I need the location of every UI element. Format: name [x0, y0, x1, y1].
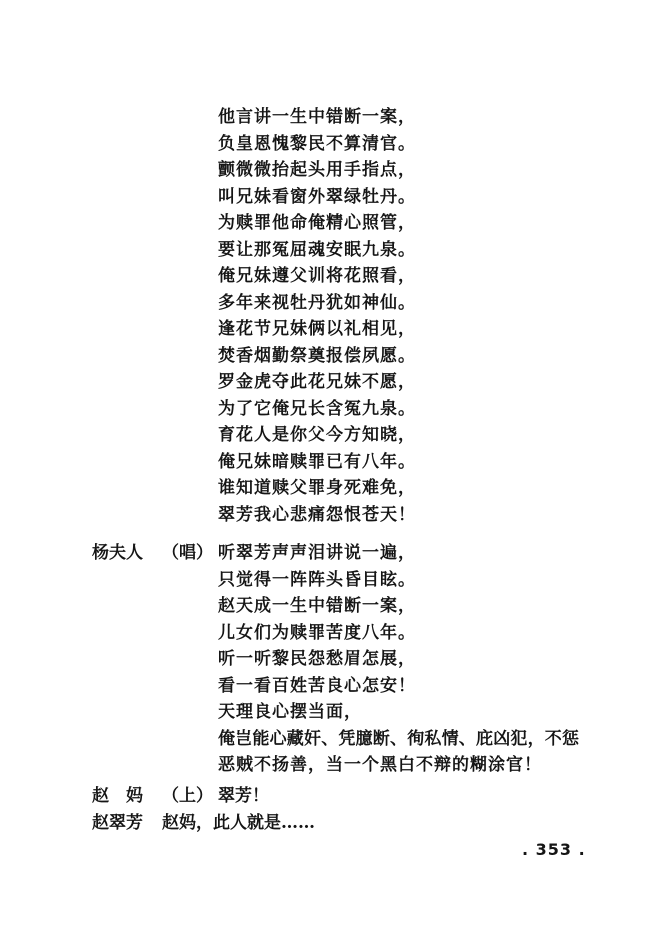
- verse-line: 恶贼不扬善，当一个黑白不辩的糊涂官！: [218, 755, 542, 775]
- stage-direction: （唱）: [162, 543, 213, 563]
- verse-line: 看一看百姓苦良心怎安！: [218, 675, 416, 696]
- verse-line: 天理良心摆当面，: [218, 702, 362, 722]
- verse-line: 罗金虎夺此花兄妹不愿，: [218, 372, 416, 392]
- verse-line: 俺兄妹遵父训将花照看，: [218, 266, 416, 286]
- verse-line: 谁知道赎父罪身死难免，: [218, 478, 416, 498]
- verse-line: 赵天成一生中错断一案，: [218, 596, 416, 616]
- speech-lines-yang: [218, 540, 648, 779]
- verse-line: 听翠芳声声泪讲说一遍，: [218, 543, 416, 563]
- page-number: . 353 .: [522, 840, 586, 859]
- speaker-name: 杨夫人: [92, 543, 143, 563]
- dialogue-text: 赵妈，此人就是……: [162, 813, 315, 833]
- verse-line: 负皇恩愧黎民不算清官。: [218, 133, 416, 154]
- stage-direction: （上）: [162, 786, 213, 806]
- verse-line: 为了它俺兄长含冤九泉。: [218, 398, 416, 419]
- verse-line: 翠芳我心悲痛怨恨苍天！: [218, 504, 416, 525]
- verse-line: 只觉得一阵阵头昏目眩。: [218, 569, 416, 590]
- verse-line: 颤微微抬起头用手指点，: [218, 160, 416, 180]
- verse-line: 听一听黎民怨愁眉怎展，: [218, 649, 416, 669]
- verse-line: 叫兄妹看窗外翠绿牡丹。: [218, 186, 416, 207]
- verse-line: 焚香烟勤祭奠报偿夙愿。: [218, 345, 416, 366]
- verse-line: 育花人是你父今方知晓，: [218, 425, 416, 445]
- speaker-name: 赵翠芳: [92, 813, 143, 833]
- verse-line: 俺兄妹暗赎罪已有八年。: [218, 451, 416, 472]
- verse-line: 儿女们为赎罪苦度八年。: [218, 622, 416, 643]
- verse-line: 逢花节兄妹俩以礼相见，: [218, 319, 416, 339]
- dialogue-text: 翠芳！: [218, 786, 269, 806]
- verse-line: 为赎罪他命俺精心照管，: [218, 213, 416, 233]
- speaker-name: 赵 妈: [92, 786, 143, 806]
- verse-line: 他言讲一生中错断一案，: [218, 107, 416, 127]
- verse-line: 多年来视牡丹犹如神仙。: [218, 292, 416, 313]
- verse-line: 俺岂能心藏奸、凭臆断、徇私情、庇凶犯，不惩: [218, 728, 580, 749]
- verse-line: 要让那冤屈魂安眠九泉。: [218, 239, 416, 260]
- verse-top: [218, 104, 638, 528]
